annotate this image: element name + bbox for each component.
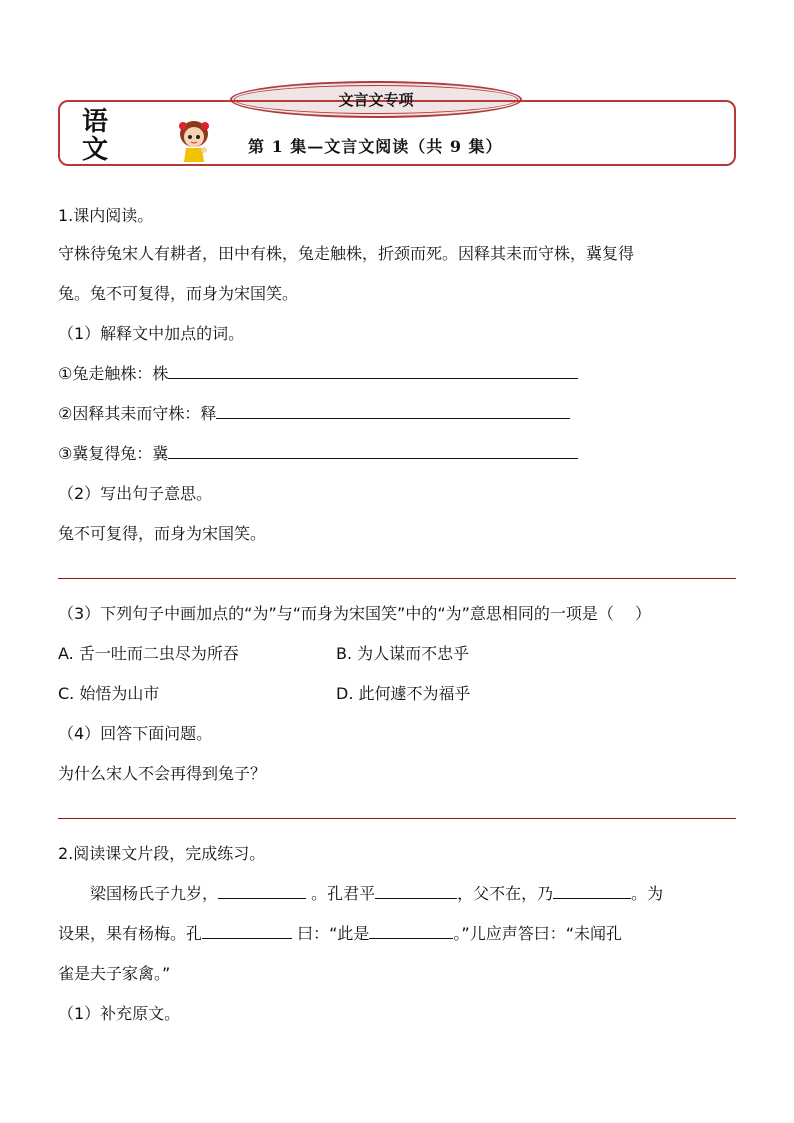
q1-title: 1.课内阅读。	[58, 206, 154, 225]
answer-blank[interactable]	[369, 924, 453, 939]
option-d[interactable]: D. 此何遽不为福乎	[336, 684, 471, 703]
option-a[interactable]: A. 舌一吐而二虫尽为所吞	[58, 644, 239, 663]
q2-title: 2.阅读课文片段，完成练习。	[58, 844, 266, 863]
q2-passage-line2: 设果，果有杨梅。孔 曰：“此是 。”儿应声答曰：“未闻孔	[58, 924, 622, 943]
q2-passage-line3: 雀是夫子家禽。”	[58, 964, 171, 983]
answer-line[interactable]	[58, 578, 736, 579]
q1-sub4: （4）回答下面问题。	[58, 724, 213, 743]
option-c[interactable]: C. 始悟为山市	[58, 684, 160, 703]
q1-item3: ③冀复得兔：冀	[58, 441, 578, 464]
subject-label	[82, 108, 112, 164]
q1-passage-line1: 守株待兔宋人有耕者，田中有株，兔走触株，折颈而死。因释其耒而守株，冀复得	[58, 244, 635, 263]
answer-blank[interactable]	[216, 404, 570, 419]
q1-question4: 为什么宋人不会再得到兔子？	[58, 764, 267, 783]
q1-sub3: （3）下列句子中画加点的“为”与“而身为宋国笑”中的“为”意思相同的一项是（ ）	[58, 604, 652, 623]
q1-sub1: （1）解释文中加点的词。	[58, 324, 245, 343]
q1-item2: ②因释其耒而守株：释	[58, 401, 570, 424]
subject-char-top: 语	[82, 107, 109, 137]
banner-title: 文言文专项	[338, 91, 414, 109]
option-b[interactable]: B. 为人谋而不忠乎	[336, 644, 470, 663]
series-title: 第 1 集—文言文阅读（共 9 集）	[248, 137, 503, 156]
answer-blank[interactable]	[375, 884, 457, 899]
answer-blank[interactable]	[202, 924, 292, 939]
q1-sentence: 兔不可复得，而身为宋国笑。	[58, 524, 267, 543]
q2-passage-line1: 梁国杨氏子九岁， 。孔君平 ，父不在，乃 。为	[90, 884, 664, 903]
q1-sub2: （2）写出句子意思。	[58, 484, 213, 503]
answer-line[interactable]	[58, 818, 736, 819]
answer-blank[interactable]	[553, 884, 631, 899]
answer-blank[interactable]	[168, 364, 578, 379]
answer-blank[interactable]	[168, 444, 578, 459]
q2-sub1: （1）补充原文。	[58, 1004, 181, 1023]
mascot-icon	[174, 118, 214, 164]
q1-passage-line2: 兔。兔不可复得，而身为宋国笑。	[58, 284, 299, 303]
subject-char-bottom: 文	[82, 135, 109, 165]
q1-item1: ①兔走触株：株	[58, 361, 578, 384]
answer-blank[interactable]	[218, 884, 306, 899]
